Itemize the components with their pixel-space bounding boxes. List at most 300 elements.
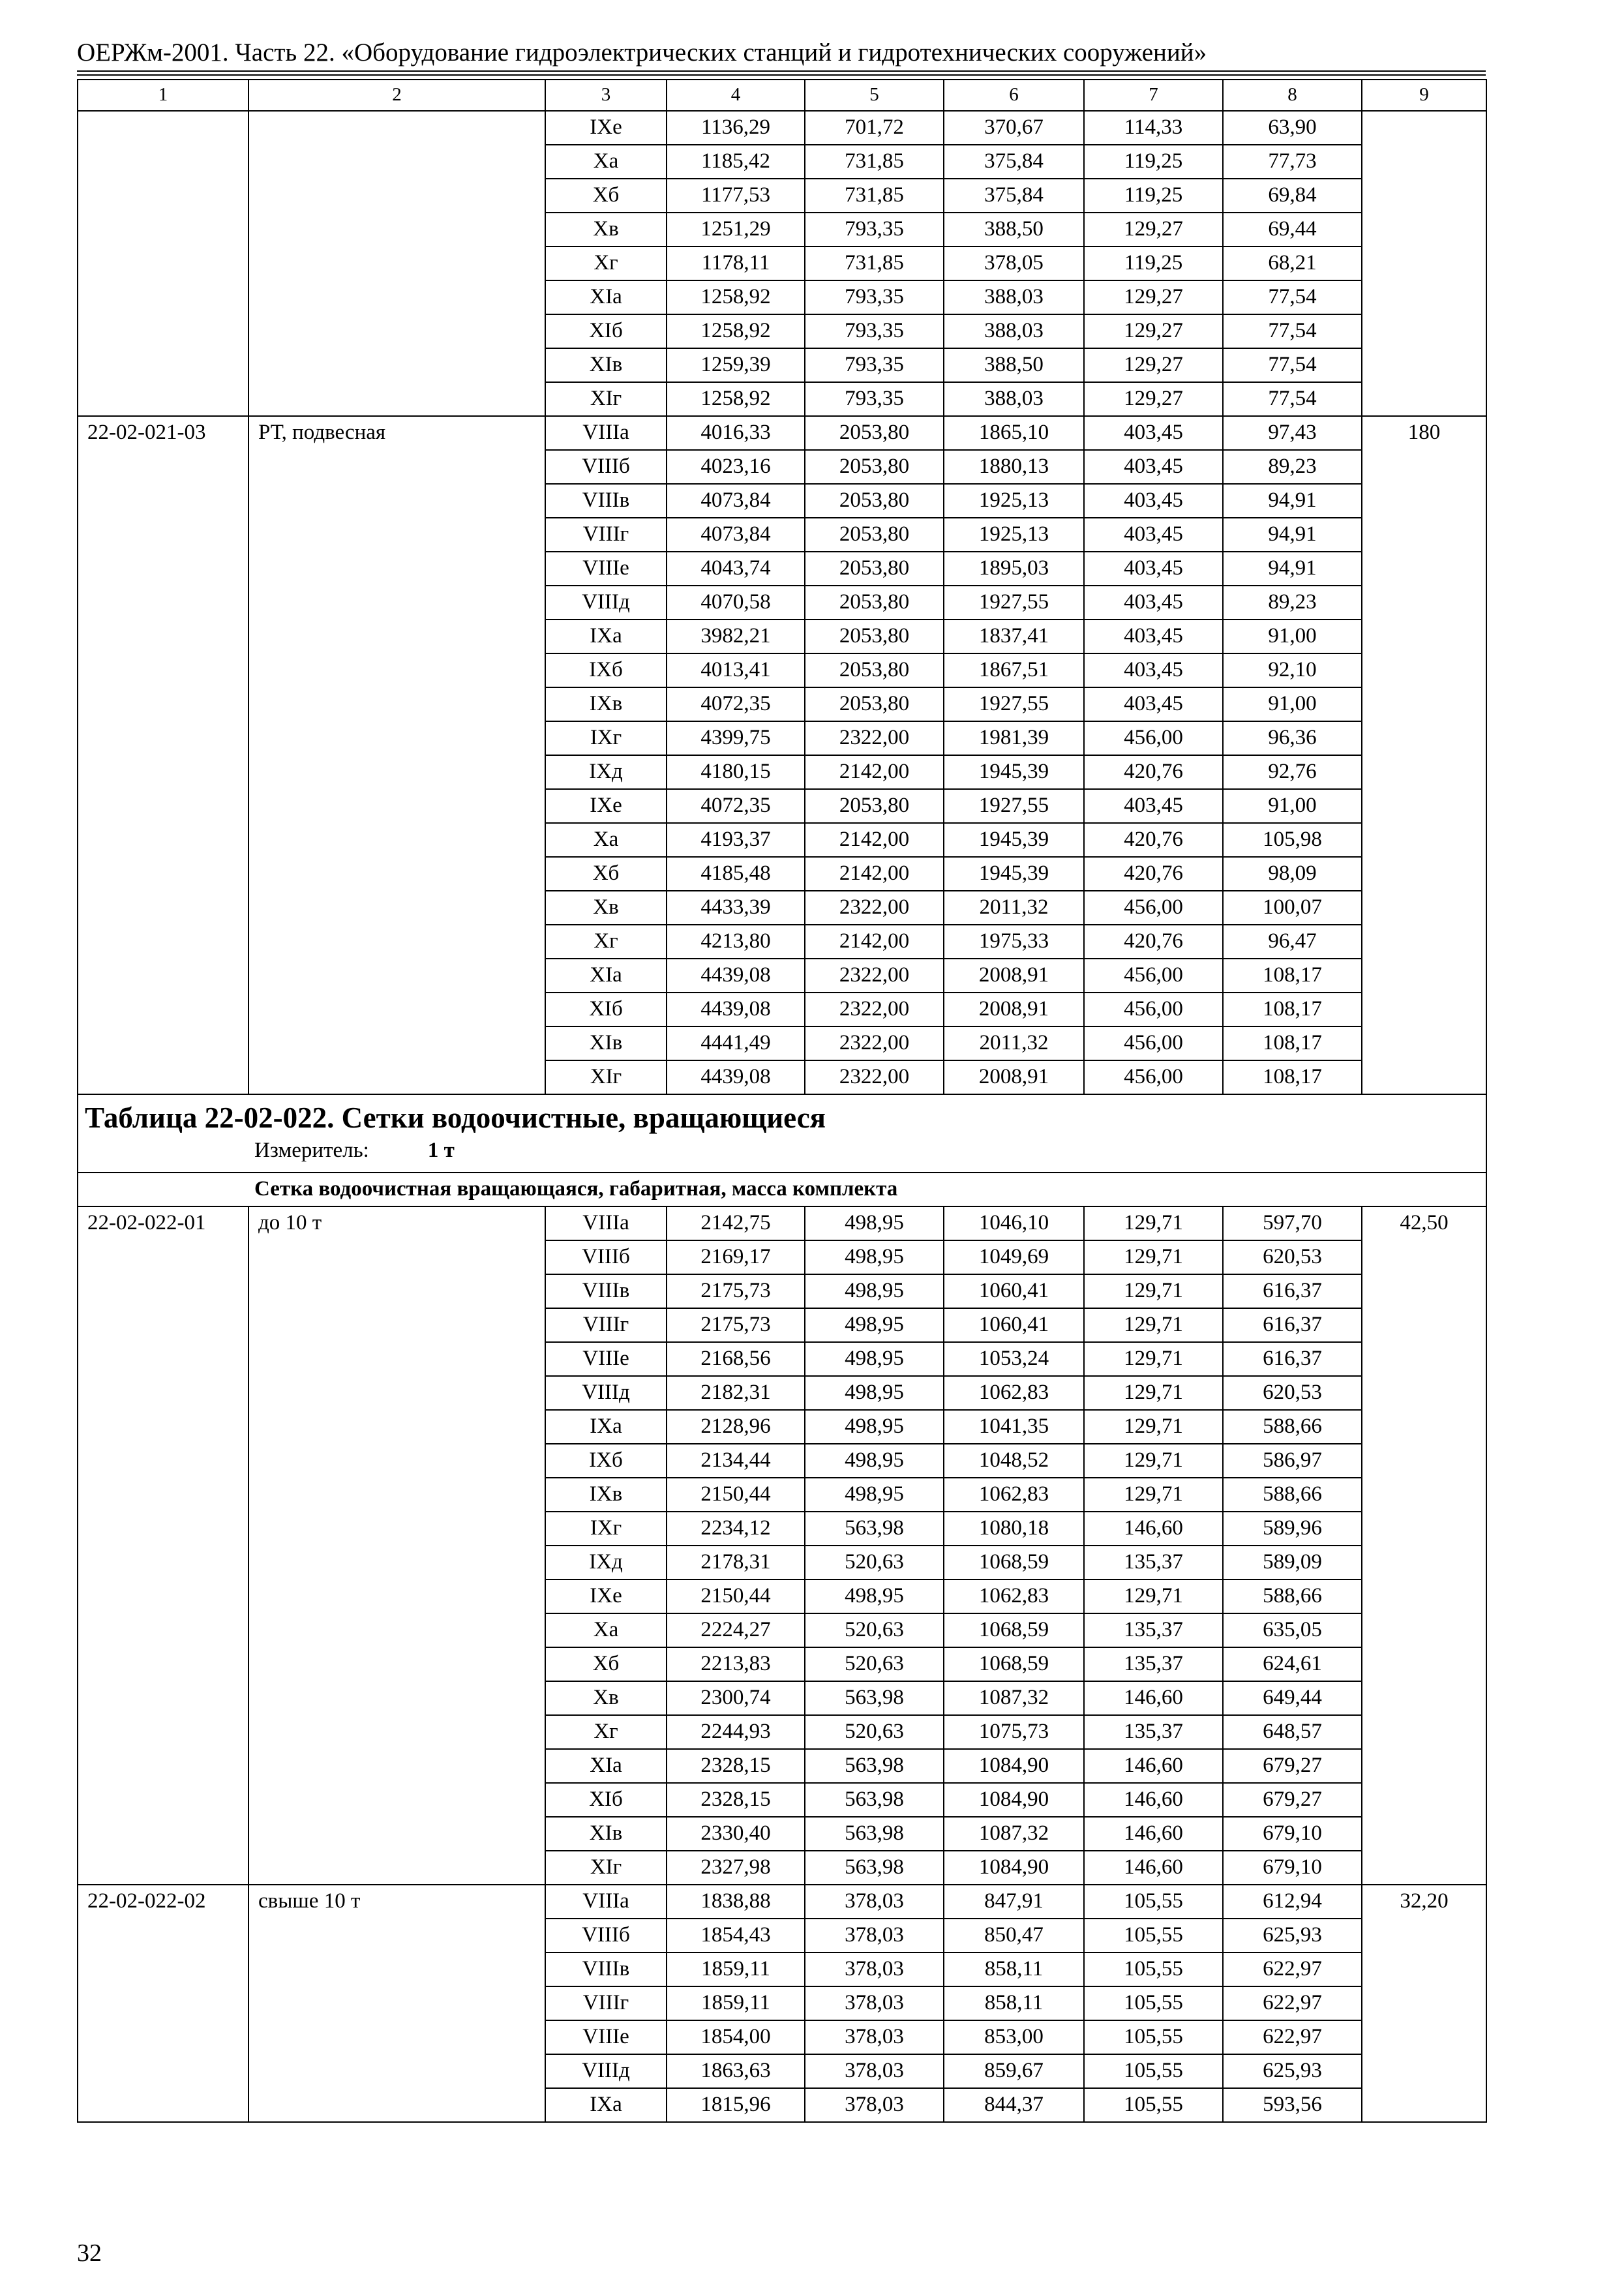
value-cell: 135,37 xyxy=(1084,1613,1223,1647)
value-cell: 1945,39 xyxy=(944,755,1084,789)
column-number: 4 xyxy=(667,80,805,111)
value-cell: 2008,91 xyxy=(944,993,1084,1026)
value-cell: 378,05 xyxy=(944,247,1084,280)
value-cell: 731,85 xyxy=(805,247,944,280)
value-cell: 1060,41 xyxy=(944,1308,1084,1342)
value-cell: 94,91 xyxy=(1223,552,1362,586)
value-cell: 91,00 xyxy=(1223,687,1362,721)
value-cell: 1865,10 xyxy=(944,416,1084,450)
value-cell: 498,95 xyxy=(805,1410,944,1444)
value-cell: 1084,90 xyxy=(944,1851,1084,1885)
unit-value: 1 т xyxy=(427,1139,455,1162)
value-cell: 498,95 xyxy=(805,1444,944,1478)
value-cell: 597,70 xyxy=(1223,1206,1362,1240)
rate-code-cell: 22-02-022-01 xyxy=(78,1206,248,1885)
value-cell: 498,95 xyxy=(805,1274,944,1308)
value-cell: 588,66 xyxy=(1223,1478,1362,1512)
value-cell: 858,11 xyxy=(944,1952,1084,1986)
value-cell: 129,27 xyxy=(1084,348,1223,382)
value-cell: 2011,32 xyxy=(944,891,1084,925)
value-cell: 2008,91 xyxy=(944,959,1084,993)
value-cell: 2328,15 xyxy=(667,1783,805,1817)
value-cell: 1060,41 xyxy=(944,1274,1084,1308)
zone-cell: IXа xyxy=(545,1410,667,1444)
value-cell: 403,45 xyxy=(1084,789,1223,823)
zone-cell: IXб xyxy=(545,653,667,687)
value-cell: 4073,84 xyxy=(667,484,805,518)
zone-cell: IXа xyxy=(545,620,667,653)
value-cell: 2169,17 xyxy=(667,1240,805,1274)
value-cell: 2128,96 xyxy=(667,1410,805,1444)
value-cell: 679,27 xyxy=(1223,1749,1362,1783)
value-cell: 129,71 xyxy=(1084,1308,1223,1342)
value-cell: 2213,83 xyxy=(667,1647,805,1681)
value-cell: 1837,41 xyxy=(944,620,1084,653)
zone-cell: VIIIа xyxy=(545,1206,667,1240)
value-cell: 403,45 xyxy=(1084,620,1223,653)
column-number: 7 xyxy=(1084,80,1223,111)
value-cell: 2328,15 xyxy=(667,1749,805,1783)
zone-cell: IXе xyxy=(545,789,667,823)
value-cell: 2175,73 xyxy=(667,1308,805,1342)
value-cell: 850,47 xyxy=(944,1919,1084,1952)
value-cell: 105,55 xyxy=(1084,1952,1223,1986)
value-cell: 625,93 xyxy=(1223,1919,1362,1952)
value-cell: 2234,12 xyxy=(667,1512,805,1546)
value-cell: 4043,74 xyxy=(667,552,805,586)
value-cell: 108,17 xyxy=(1223,1026,1362,1060)
value-cell: 69,44 xyxy=(1223,213,1362,247)
value-cell: 635,05 xyxy=(1223,1613,1362,1647)
value-cell: 498,95 xyxy=(805,1206,944,1240)
value-cell: 100,07 xyxy=(1223,891,1362,925)
value-cell: 2053,80 xyxy=(805,586,944,620)
value-cell: 77,54 xyxy=(1223,382,1362,416)
subheading: Сетка водоочистная вращающаяся, габаритная, масса комплекта xyxy=(78,1173,1486,1206)
value-cell: 1068,59 xyxy=(944,1613,1084,1647)
value-cell: 1854,00 xyxy=(667,2020,805,2054)
value-cell: 2224,27 xyxy=(667,1613,805,1647)
value-cell: 520,63 xyxy=(805,1613,944,1647)
value-cell: 2053,80 xyxy=(805,416,944,450)
value-cell: 146,60 xyxy=(1084,1512,1223,1546)
value-cell: 1258,92 xyxy=(667,314,805,348)
zone-cell: IXв xyxy=(545,1478,667,1512)
zone-cell: Xв xyxy=(545,891,667,925)
value-cell: 378,03 xyxy=(805,2020,944,2054)
value-cell: 105,55 xyxy=(1084,1885,1223,1919)
zone-cell: XIб xyxy=(545,314,667,348)
value-cell: 129,71 xyxy=(1084,1206,1223,1240)
value-cell: 1080,18 xyxy=(944,1512,1084,1546)
value-cell: 1046,10 xyxy=(944,1206,1084,1240)
zone-cell: IXг xyxy=(545,721,667,755)
value-cell: 2053,80 xyxy=(805,789,944,823)
rate-name-cell xyxy=(248,111,545,416)
value-cell: 2327,98 xyxy=(667,1851,805,1885)
value-cell: 96,36 xyxy=(1223,721,1362,755)
zone-cell: Xг xyxy=(545,925,667,959)
value-cell: 378,03 xyxy=(805,1986,944,2020)
value-cell: 4213,80 xyxy=(667,925,805,959)
value-cell: 2182,31 xyxy=(667,1376,805,1410)
subheading-row xyxy=(78,1173,1486,1206)
value-cell: 2053,80 xyxy=(805,653,944,687)
zone-cell: XIа xyxy=(545,280,667,314)
column-number: 1 xyxy=(78,80,248,111)
value-cell: 2142,00 xyxy=(805,823,944,857)
value-cell: 1251,29 xyxy=(667,213,805,247)
value-cell: 624,61 xyxy=(1223,1647,1362,1681)
zone-cell: VIIIг xyxy=(545,518,667,552)
value-cell: 1068,59 xyxy=(944,1546,1084,1579)
value-cell: 2053,80 xyxy=(805,484,944,518)
value-cell: 1925,13 xyxy=(944,484,1084,518)
zone-cell: IXе xyxy=(545,111,667,145)
value-cell: 1062,83 xyxy=(944,1579,1084,1613)
value-cell: 793,35 xyxy=(805,382,944,416)
zone-cell: VIIIд xyxy=(545,2054,667,2088)
value-cell: 135,37 xyxy=(1084,1546,1223,1579)
value-cell: 420,76 xyxy=(1084,857,1223,891)
column-number: 5 xyxy=(805,80,944,111)
value-cell: 378,03 xyxy=(805,2054,944,2088)
value-cell: 1258,92 xyxy=(667,382,805,416)
value-cell: 91,00 xyxy=(1223,620,1362,653)
value-cell: 403,45 xyxy=(1084,552,1223,586)
value-cell: 129,71 xyxy=(1084,1274,1223,1308)
zone-cell: VIIIб xyxy=(545,1240,667,1274)
value-cell: 679,27 xyxy=(1223,1783,1362,1817)
value-cell: 498,95 xyxy=(805,1579,944,1613)
value-cell: 105,55 xyxy=(1084,1986,1223,2020)
value-cell: 793,35 xyxy=(805,280,944,314)
value-cell: 1927,55 xyxy=(944,687,1084,721)
value-cell: 69,84 xyxy=(1223,179,1362,213)
value-cell: 1053,24 xyxy=(944,1342,1084,1376)
value-cell: 793,35 xyxy=(805,213,944,247)
zone-cell: XIб xyxy=(545,993,667,1026)
value-cell: 622,97 xyxy=(1223,1952,1362,1986)
value-cell: 498,95 xyxy=(805,1342,944,1376)
table-row xyxy=(78,1885,1486,1919)
value-cell: 612,94 xyxy=(1223,1885,1362,1919)
value-cell: 859,67 xyxy=(944,2054,1084,2088)
value-cell: 1854,43 xyxy=(667,1919,805,1952)
value-cell: 2322,00 xyxy=(805,1026,944,1060)
zone-cell: IXд xyxy=(545,755,667,789)
value-cell: 1075,73 xyxy=(944,1715,1084,1749)
value-cell: 370,67 xyxy=(944,111,1084,145)
zone-cell: XIв xyxy=(545,1026,667,1060)
value-cell: 1838,88 xyxy=(667,1885,805,1919)
value-cell: 2150,44 xyxy=(667,1579,805,1613)
value-cell: 456,00 xyxy=(1084,1026,1223,1060)
rate-name-cell: свыше 10 т xyxy=(248,1885,545,2122)
value-cell: 108,17 xyxy=(1223,959,1362,993)
value-cell: 563,98 xyxy=(805,1783,944,1817)
value-cell: 588,66 xyxy=(1223,1410,1362,1444)
zone-cell: Xб xyxy=(545,1647,667,1681)
zone-cell: IXв xyxy=(545,687,667,721)
table-row xyxy=(78,416,1486,450)
value-cell: 119,25 xyxy=(1084,145,1223,179)
zone-cell: XIв xyxy=(545,1817,667,1851)
value-cell: 2168,56 xyxy=(667,1342,805,1376)
value-cell: 135,37 xyxy=(1084,1715,1223,1749)
value-cell: 105,55 xyxy=(1084,2088,1223,2122)
value-cell: 1859,11 xyxy=(667,1986,805,2020)
value-cell: 4072,35 xyxy=(667,789,805,823)
column-number-row xyxy=(78,80,1486,111)
zone-cell: XIб xyxy=(545,1783,667,1817)
value-cell: 146,60 xyxy=(1084,1783,1223,1817)
value-cell: 2053,80 xyxy=(805,552,944,586)
zone-cell: VIIIд xyxy=(545,586,667,620)
value-cell: 97,43 xyxy=(1223,416,1362,450)
value-cell: 129,27 xyxy=(1084,382,1223,416)
rate-code-cell xyxy=(78,111,248,416)
value-cell: 520,63 xyxy=(805,1546,944,1579)
value-cell: 4439,08 xyxy=(667,1060,805,1094)
value-cell: 403,45 xyxy=(1084,484,1223,518)
value-cell: 2134,44 xyxy=(667,1444,805,1478)
value-cell: 92,76 xyxy=(1223,755,1362,789)
value-cell: 2053,80 xyxy=(805,518,944,552)
value-cell: 731,85 xyxy=(805,179,944,213)
value-cell: 119,25 xyxy=(1084,179,1223,213)
value-cell: 1068,59 xyxy=(944,1647,1084,1681)
value-cell: 679,10 xyxy=(1223,1817,1362,1851)
value-cell: 2011,32 xyxy=(944,1026,1084,1060)
value-cell: 4399,75 xyxy=(667,721,805,755)
value-cell: 847,91 xyxy=(944,1885,1084,1919)
value-cell: 498,95 xyxy=(805,1478,944,1512)
value-cell: 129,71 xyxy=(1084,1240,1223,1274)
value-cell: 1062,83 xyxy=(944,1376,1084,1410)
value-cell: 456,00 xyxy=(1084,1060,1223,1094)
value-cell: 114,33 xyxy=(1084,111,1223,145)
value-cell: 129,27 xyxy=(1084,280,1223,314)
value-cell: 129,71 xyxy=(1084,1410,1223,1444)
rate-code-cell: 22-02-022-02 xyxy=(78,1885,248,2122)
value-cell: 129,71 xyxy=(1084,1342,1223,1376)
value-cell: 4013,41 xyxy=(667,653,805,687)
column-number: 9 xyxy=(1362,80,1486,111)
value-cell: 625,93 xyxy=(1223,2054,1362,2088)
value-cell: 2322,00 xyxy=(805,1060,944,1094)
value-cell: 563,98 xyxy=(805,1851,944,1885)
zone-cell: XIа xyxy=(545,959,667,993)
value-cell: 1863,63 xyxy=(667,2054,805,2088)
value-cell: 1177,53 xyxy=(667,179,805,213)
zone-cell: Xа xyxy=(545,1613,667,1647)
value-cell: 129,71 xyxy=(1084,1579,1223,1613)
zone-cell: VIIIв xyxy=(545,484,667,518)
zone-cell: VIIIг xyxy=(545,1308,667,1342)
table-body xyxy=(78,80,1486,2122)
zone-cell: VIIIв xyxy=(545,1274,667,1308)
value-cell: 2322,00 xyxy=(805,993,944,1026)
value-cell: 63,90 xyxy=(1223,111,1362,145)
value-cell: 4439,08 xyxy=(667,959,805,993)
value-cell: 1927,55 xyxy=(944,586,1084,620)
value-cell: 586,97 xyxy=(1223,1444,1362,1478)
value-cell: 1258,92 xyxy=(667,280,805,314)
value-cell: 403,45 xyxy=(1084,653,1223,687)
value-cell: 456,00 xyxy=(1084,959,1223,993)
value-cell: 1927,55 xyxy=(944,789,1084,823)
value-cell: 129,27 xyxy=(1084,314,1223,348)
value-cell: 378,03 xyxy=(805,2088,944,2122)
value-cell: 1087,32 xyxy=(944,1817,1084,1851)
value-cell: 2150,44 xyxy=(667,1478,805,1512)
value-cell: 563,98 xyxy=(805,1512,944,1546)
value-cell: 68,21 xyxy=(1223,247,1362,280)
value-cell: 146,60 xyxy=(1084,1749,1223,1783)
value-cell: 620,53 xyxy=(1223,1376,1362,1410)
value-cell: 77,54 xyxy=(1223,348,1362,382)
header-rule-top xyxy=(77,70,1486,72)
value-cell: 2330,40 xyxy=(667,1817,805,1851)
value-cell: 146,60 xyxy=(1084,1851,1223,1885)
value-cell: 1048,52 xyxy=(944,1444,1084,1478)
zone-cell: XIв xyxy=(545,348,667,382)
zone-cell: VIIIа xyxy=(545,1885,667,1919)
page-header-title: ОЕРЖм-2001. Часть 22. «Оборудование гидроэлектрических станций и гидротехнических сооружений» xyxy=(77,38,1207,67)
value-cell: 793,35 xyxy=(805,348,944,382)
zone-cell: VIIIа xyxy=(545,416,667,450)
value-cell: 388,03 xyxy=(944,314,1084,348)
rates-table xyxy=(77,79,1487,2123)
value-cell: 649,44 xyxy=(1223,1681,1362,1715)
zone-cell: XIг xyxy=(545,1060,667,1094)
zone-cell: Xа xyxy=(545,823,667,857)
value-cell: 616,37 xyxy=(1223,1342,1362,1376)
value-cell: 388,50 xyxy=(944,348,1084,382)
zone-cell: IXе xyxy=(545,1579,667,1613)
value-cell: 498,95 xyxy=(805,1376,944,1410)
value-cell: 89,23 xyxy=(1223,586,1362,620)
value-cell: 520,63 xyxy=(805,1647,944,1681)
value-cell: 375,84 xyxy=(944,179,1084,213)
value-cell: 108,17 xyxy=(1223,993,1362,1026)
value-cell: 4193,37 xyxy=(667,823,805,857)
value-cell: 388,03 xyxy=(944,382,1084,416)
value-cell: 4070,58 xyxy=(667,586,805,620)
value-cell: 731,85 xyxy=(805,145,944,179)
value-cell: 4073,84 xyxy=(667,518,805,552)
value-cell: 2244,93 xyxy=(667,1715,805,1749)
value-cell: 1859,11 xyxy=(667,1952,805,1986)
value-cell: 620,53 xyxy=(1223,1240,1362,1274)
value-cell: 1062,83 xyxy=(944,1478,1084,1512)
zone-cell: Xб xyxy=(545,857,667,891)
value-cell: 403,45 xyxy=(1084,518,1223,552)
value-cell: 1049,69 xyxy=(944,1240,1084,1274)
value-cell: 456,00 xyxy=(1084,891,1223,925)
value-cell: 4441,49 xyxy=(667,1026,805,1060)
zone-cell: IXд xyxy=(545,1546,667,1579)
value-cell: 1259,39 xyxy=(667,348,805,382)
value-cell: 378,03 xyxy=(805,1919,944,1952)
header-rule-bottom xyxy=(77,74,1486,76)
table-title-row xyxy=(78,1094,1486,1173)
value-cell: 622,97 xyxy=(1223,2020,1362,2054)
value-cell: 4180,15 xyxy=(667,755,805,789)
value-cell: 2322,00 xyxy=(805,959,944,993)
value-cell: 563,98 xyxy=(805,1817,944,1851)
zone-cell: Xв xyxy=(545,213,667,247)
value-cell: 1136,29 xyxy=(667,111,805,145)
value-cell: 4072,35 xyxy=(667,687,805,721)
value-cell: 119,25 xyxy=(1084,247,1223,280)
value-cell: 563,98 xyxy=(805,1749,944,1783)
value-cell: 1880,13 xyxy=(944,450,1084,484)
value-cell: 378,03 xyxy=(805,1952,944,1986)
value-cell: 135,37 xyxy=(1084,1647,1223,1681)
value-cell: 94,91 xyxy=(1223,518,1362,552)
zone-cell: IXг xyxy=(545,1512,667,1546)
value-cell: 2142,00 xyxy=(805,925,944,959)
zone-cell: XIг xyxy=(545,1851,667,1885)
table-row xyxy=(78,1206,1486,1240)
value-cell: 4016,33 xyxy=(667,416,805,450)
value-cell: 1981,39 xyxy=(944,721,1084,755)
zone-cell: Xг xyxy=(545,1715,667,1749)
table-title-cell xyxy=(78,1094,1486,1173)
zone-cell: VIIIв xyxy=(545,1952,667,1986)
value-cell: 420,76 xyxy=(1084,925,1223,959)
value-cell: 2300,74 xyxy=(667,1681,805,1715)
value-cell: 2053,80 xyxy=(805,687,944,721)
value-cell: 2053,80 xyxy=(805,450,944,484)
value-cell: 2322,00 xyxy=(805,721,944,755)
rate-name-cell: РТ, подвесная xyxy=(248,416,545,1094)
value-cell: 4439,08 xyxy=(667,993,805,1026)
zone-cell: Xб xyxy=(545,179,667,213)
value-cell: 853,00 xyxy=(944,2020,1084,2054)
zone-cell: VIIIе xyxy=(545,1342,667,1376)
coefficient-cell: 32,20 xyxy=(1362,1885,1486,2122)
value-cell: 498,95 xyxy=(805,1308,944,1342)
value-cell: 77,54 xyxy=(1223,280,1362,314)
value-cell: 456,00 xyxy=(1084,993,1223,1026)
value-cell: 701,72 xyxy=(805,111,944,145)
column-number: 8 xyxy=(1223,80,1362,111)
value-cell: 844,37 xyxy=(944,2088,1084,2122)
value-cell: 129,71 xyxy=(1084,1444,1223,1478)
unit-line xyxy=(78,1135,1486,1165)
value-cell: 2175,73 xyxy=(667,1274,805,1308)
zone-cell: XIа xyxy=(545,1749,667,1783)
zone-cell: VIIIб xyxy=(545,450,667,484)
value-cell: 648,57 xyxy=(1223,1715,1362,1749)
column-number: 6 xyxy=(944,80,1084,111)
value-cell: 77,54 xyxy=(1223,314,1362,348)
value-cell: 498,95 xyxy=(805,1240,944,1274)
value-cell: 2142,00 xyxy=(805,755,944,789)
table-title: Таблица 22-02-022. Сетки водоочистные, вращающиеся xyxy=(85,1101,826,1134)
zone-cell: VIIIд xyxy=(545,1376,667,1410)
column-number: 3 xyxy=(545,80,667,111)
value-cell: 456,00 xyxy=(1084,721,1223,755)
zone-cell: Xв xyxy=(545,1681,667,1715)
value-cell: 593,56 xyxy=(1223,2088,1362,2122)
value-cell: 589,96 xyxy=(1223,1512,1362,1546)
rate-name-cell: до 10 т xyxy=(248,1206,545,1885)
rate-code-cell: 22-02-021-03 xyxy=(78,416,248,1094)
